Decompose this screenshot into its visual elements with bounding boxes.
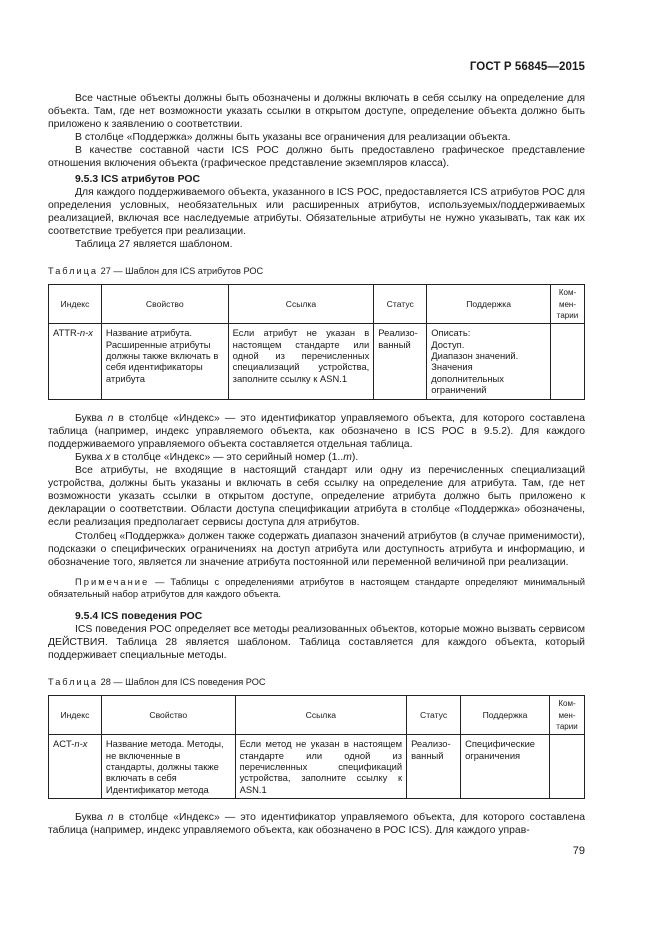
table-28-cell-support: Специфические ограничения xyxy=(461,735,550,799)
table-27-caption-text: 27 — Шаблон для ICS атрибутов РОС xyxy=(98,266,264,277)
note xyxy=(48,576,585,600)
support-line: Описать: xyxy=(431,327,471,339)
intro-paragraph-3: В качестве составной части ICS РОС должно быть предоставлено графическое представление отношения включения объекта (графическое представление экземпляров класса). xyxy=(48,145,585,170)
table-28-cell-comments xyxy=(550,735,585,799)
table-28-cell-index xyxy=(49,735,102,799)
table-28-caption-prefix: Таблица xyxy=(48,677,99,688)
support-line: Доступ. xyxy=(431,338,465,350)
after-table-27-paragraph-1: Буква n в столбце «Индекс» — это идентификатор управляемого объекта, для которого составлена таблица (например, индекс управляемого объекта, как обозначено в ICS РОС в 9.5.2). Для каждого поддерживаемого управляемого объекта составляется отдельная таблица. xyxy=(48,412,585,450)
table-27-header-comments: Ком- мен- тарии xyxy=(551,285,585,324)
page-content xyxy=(48,92,585,837)
page-number: 79 xyxy=(572,845,585,857)
table-27-caption xyxy=(48,265,585,278)
intro-paragraph-2: В столбце «Поддержка» должны быть указаны все ограничения для реализации объекта. xyxy=(75,132,511,144)
table-28-header-index: Индекс xyxy=(49,696,102,735)
index-variable: n-x xyxy=(79,327,93,339)
table-row xyxy=(49,324,585,399)
note-label: Примечание xyxy=(75,575,150,587)
index-variable: n-x xyxy=(74,738,88,750)
document-id: ГОСТ Р 56845—2015 xyxy=(469,61,585,73)
intro-paragraph-1: Все частные объекты должны быть обозначены и должны включать в себя ссылку на определение для объекта. Там, где нет возможности указать ссылки в открытом доступе, определение объекта должно быть приложено к заявлению о соответствии. xyxy=(48,93,585,131)
table-27-header-reference: Ссылка xyxy=(228,285,374,324)
table-28-header-comments: Ком- мен- тарии xyxy=(550,696,585,735)
after-table-27-paragraph-2: Буква x в столбце «Индекс» — это серийный номер (1..m). xyxy=(75,451,359,463)
table-28-header-status: Статус xyxy=(407,696,461,735)
table-27-cell-status: Реализо- ванный xyxy=(374,324,427,399)
support-line: Значения дополнительных ограничений xyxy=(431,361,504,396)
table-28 xyxy=(48,695,585,799)
index-prefix: ATTR- xyxy=(53,327,80,339)
table-27 xyxy=(48,284,585,399)
after-table-27-paragraph-3: Все атрибуты, не входящие в настоящий стандарт или одну из перечисленных специализаций устройства, должны быть указаны и включать в себя ссылку на определение для атрибута. Там, где нет возможности указать ссылки в открытом доступе, определение атрибута должно быть приложено к декларации о соответствии. Области доступа спецификации атрибута в столбце «Поддержка» обозначены, если реализация предполагает сервисы доступа для атрибутов. xyxy=(48,465,585,529)
table-27-cell-index xyxy=(49,324,102,399)
table-28-cell-property: Название метода. Методы, не включенные в стандарты, должны также включать в себя Идентификатор метода xyxy=(101,735,235,799)
table-28-header-property: Свойство xyxy=(101,696,235,735)
after-table-28-paragraph-1: Буква n в столбце «Индекс» — это идентификатор управляемого объекта, для которого составлена таблица (например, индекс управляемого объекта, как обозначено в РОС ICS). Для каждого управ- xyxy=(48,812,585,837)
table-27-header-support: Поддержка xyxy=(427,285,551,324)
support-line: Диапазон значений. xyxy=(431,350,519,362)
section-9-5-4-paragraph-1: ICS поведения РОС определяет все методы реализованных объектов, которые можно вызвать сервисом ДЕЙСТВИЯ. Таблица 28 является шаблоном. Таблица составляется для каждого объекта, который поддерживает специальные методы. xyxy=(48,623,585,662)
section-9-5-3-paragraph-1: Для каждого поддерживаемого объекта, указанного в ICS РОС, предоставляется ICS атрибутов РОС для определения условных, необязательных или расширенных атрибутов, используемых/поддерживаемых реализацией, включая все наследуемые атрибуты. Обязательные атрибуты не нужно указывать, так как их соответствие требуется при реализации. xyxy=(48,186,585,237)
table-28-caption xyxy=(48,676,585,689)
table-27-header-property: Свойство xyxy=(101,285,228,324)
table-28-header-reference: Ссылка xyxy=(235,696,407,735)
table-28-header-row xyxy=(49,696,585,735)
section-9-5-3-title: 9.5.3 ICS атрибутов РОС xyxy=(75,173,200,185)
after-table-27-paragraph-4: Столбец «Поддержка» должен также содержать диапазон значений атрибутов (в случае применимости), подсказки о специфических ограничениях на доступ атрибута или доступность атрибута и информацию, и обозначение того, является ли значение атрибута постоянной или переменной величиной при реализации. xyxy=(48,530,585,568)
table-27-cell-comments xyxy=(551,324,585,399)
table-27-cell-reference: Если атрибут не указан в настоящем стандарте или одной из перечисленных специализаций устройства, заполните ссылку к ASN.1 xyxy=(228,324,374,399)
table-27-cell-support xyxy=(427,324,551,399)
table-28-caption-text: 28 — Шаблон для ICS поведения РОС xyxy=(98,677,266,688)
table-27-header-row xyxy=(49,285,585,324)
section-9-5-3-paragraph-2: Таблица 27 является шаблоном. xyxy=(75,239,233,251)
index-prefix: ACT- xyxy=(53,738,75,750)
table-27-header-index: Индекс xyxy=(49,285,102,324)
table-28-cell-reference: Если метод не указан в настоящем стандарте или одной из перечисленных спецификаций устройства, заполните ссылку к ASN.1 xyxy=(235,735,407,799)
table-row xyxy=(49,735,585,799)
table-27-header-status: Статус xyxy=(374,285,427,324)
section-9-5-4-title: 9.5.4 ICS поведения РОС xyxy=(75,610,203,622)
note-text: — Таблицы с определениями атрибутов в настоящем стандарте определяют минимальный обязательный набор атрибутов для каждого объекта. xyxy=(48,575,585,599)
table-28-header-support: Поддержка xyxy=(461,696,550,735)
table-27-caption-prefix: Таблица xyxy=(48,266,99,277)
table-28-cell-status: Реализо- ванный xyxy=(407,735,461,799)
table-27-cell-property: Название атрибута. Расширенные атрибуты должны также включать в себя идентификаторы атрибута xyxy=(101,324,228,399)
